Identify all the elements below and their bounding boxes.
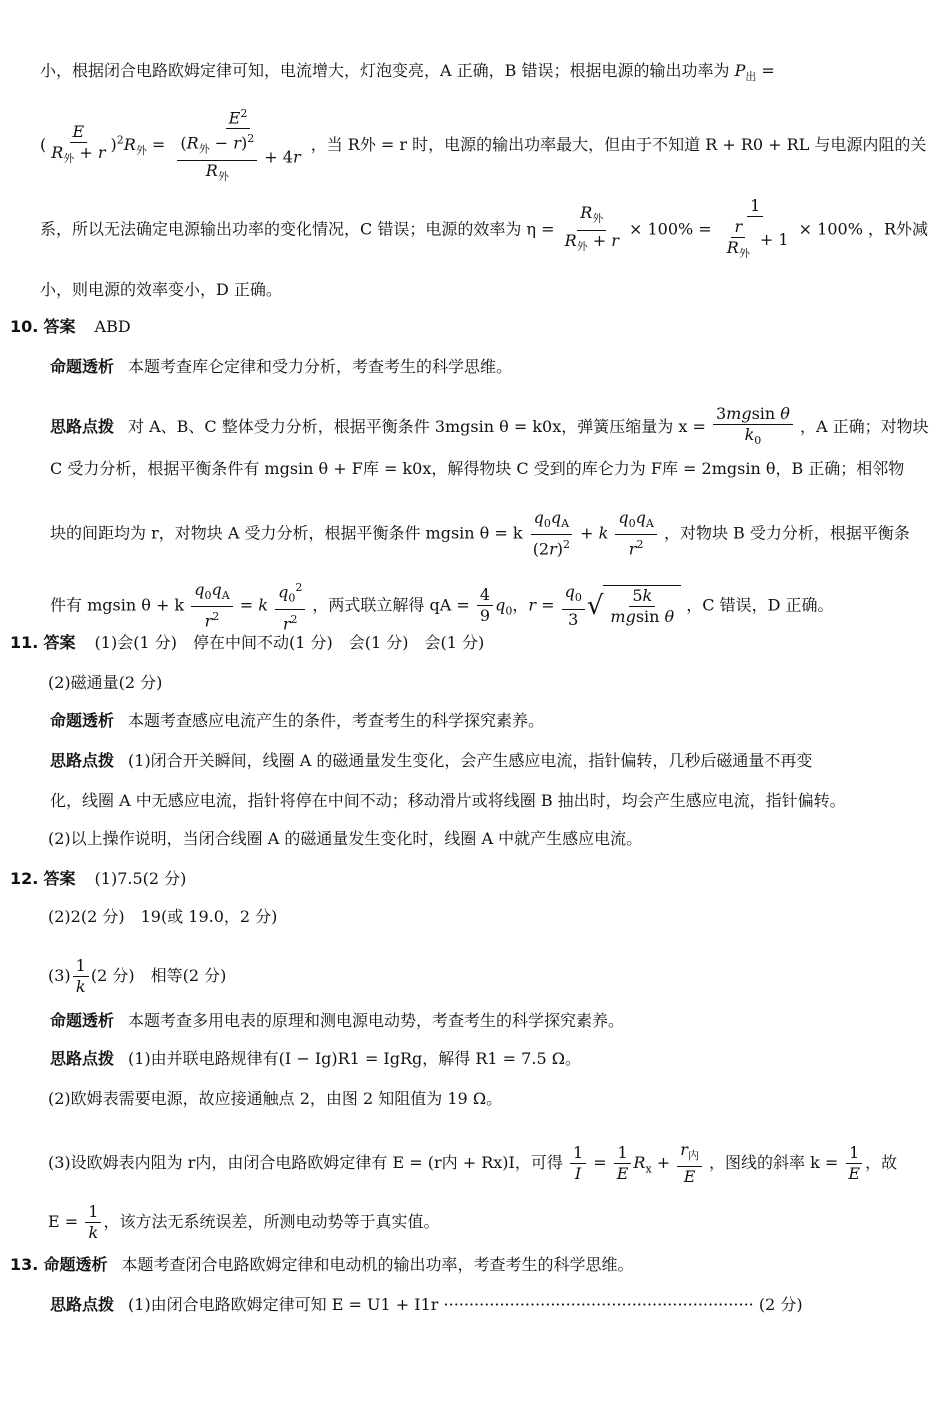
q12-solution-2: (2)欧姆表需要电源，故应接通触点 2，由图 2 知阻值为 19 Ω。 xyxy=(48,1089,503,1108)
q12-answer: 12. 答案 (1)7.5(2 分) xyxy=(10,869,187,888)
q10-analysis: 命题透析 本题考查库仑定律和受力分析，考查考生的科学思维。 xyxy=(50,357,513,376)
q13-analysis: 13. 命题透析 本题考查闭合电路欧姆定律和电动机的输出功率，考查考生的科学思维。 xyxy=(10,1255,634,1274)
q12-solution-3: (3)设欧姆表内阻为 r内，由闭合电路欧姆定律有 E = (r内 + Rx)I，可得 $\frac{1}{I}$ = $\frac{1}{E}$ $R_x$ + $\frac{r_内}{E}$ ，图线的斜率 k = $\frac{1}{E}$ ，故 xyxy=(48,1140,898,1187)
s9-line-3: 系，所以无法确定电源输出功率的变化情况，C 错误；电源的效率为 η = $\frac{R_外}{R_外 + r}$ × 100% = 1 $\frac{r}{R_外}$ + 1 × 100% ，R外减 xyxy=(40,196,929,261)
leader-dots: ····························································· xyxy=(443,1295,754,1314)
q11-solution-3: (2)以上操作说明，当闭合线圈 A 的磁通量发生变化时，线圈 A 中就产生感应电流。 xyxy=(48,829,643,848)
q12-solution-1: 思路点拨 (1)由并联电路规律有(I − Ig)R1 = IgRg，解得 R1 = 7.5 Ω。 xyxy=(50,1049,581,1068)
q10-solution-3: 块的间距均为 r，对物块 A 受力分析，根据平衡条件 mgsin θ = k $\frac{q_0q_A}{(2r)^2}$ + k $\frac{q_0q_A}{r^2}$ ，对物块 B 受力分析，根据平衡条 xyxy=(50,508,910,559)
q11-answer-2: (2)磁通量(2 分) xyxy=(48,673,163,692)
s9-line-1: 小，根据闭合电路欧姆定律可知，电流增大，灯泡变亮，A 正确，B 错误；根据电源的输出功率为 $P_出$ = xyxy=(40,61,775,84)
q11-analysis: 命题透析 本题考查感应电流产生的条件，考查考生的科学探究素养。 xyxy=(50,711,545,730)
q10-solution-4: 件有 mgsin θ + k $\frac{q_0q_A}{r^2}$ = k $\frac{q_0^2}{r^2}$ ，两式联立解得 qA = $\frac{4}{9}$ $q_0$，r = $\frac{q_0}{3}$ √ $\frac{5k}{\text{mgsin θ}}$ ，C 错误，D 正确。 xyxy=(50,578,834,634)
q12-answer-3: (3) $\frac{1}{k}$ (2 分) 相等(2 分) xyxy=(48,956,227,996)
q11-solution-2: 化，线圈 A 中无感应电流，指针将停在中间不动；移动滑片或将线圈 B 抽出时，均会产生感应电流，指针偏转。 xyxy=(50,791,846,810)
q12-answer-2: (2)2(2 分) 19(或 19.0，2 分) xyxy=(48,907,278,926)
q13-solution-1: 思路点拨 (1)由闭合电路欧姆定律可知 E = U1 + I1r ····························································· (2 分) xyxy=(50,1295,803,1314)
s9-line-4: 小，则电源的效率变小，D 正确。 xyxy=(40,280,282,299)
q10-answer: 10. 答案 ABD xyxy=(10,317,131,336)
q10-solution-2: C 受力分析，根据平衡条件有 mgsin θ + F库 = k0x，解得物块 C 受到的库仑力为 F库 = 2mgsin θ，B 正确；相邻物 xyxy=(50,459,905,478)
q12-solution-4: E = $\frac{1}{k}$ ，该方法无系统误差，所测电动势等于真实值。 xyxy=(48,1202,440,1242)
q12-analysis: 命题透析 本题考查多用电表的原理和测电源电动势，考查考生的科学探究素养。 xyxy=(50,1011,625,1030)
s9-line-2: ( $\frac{E}{R_外 + r}$ )$^2R_外$ = $E^2$ $\frac{(R_外 - r)^2}{R_外}$ + 4r ，当 R外 = r 时，电源的输出功率最大，但由于不知道 R + R0 + RL 与电源内阻的关 xyxy=(40,104,926,187)
q11-solution-1: 思路点拨 (1)闭合开关瞬间，线圈 A 的磁通量发生变化，会产生感应电流，指针偏转，几秒后磁通量不再变 xyxy=(50,751,813,770)
q11-answer: 11. 答案 (1)会(1 分) 停在中间不动(1 分) 会(1 分) 会(1 分) xyxy=(10,633,485,652)
q10-solution-1: 思路点拨 对 A、B、C 整体受力分析，根据平衡条件 3mgsin θ = k0x，弹簧压缩量为 x = $\frac{\text{3mgsin θ}}{k_0}$ ，A 正确；对物块 xyxy=(50,404,929,448)
